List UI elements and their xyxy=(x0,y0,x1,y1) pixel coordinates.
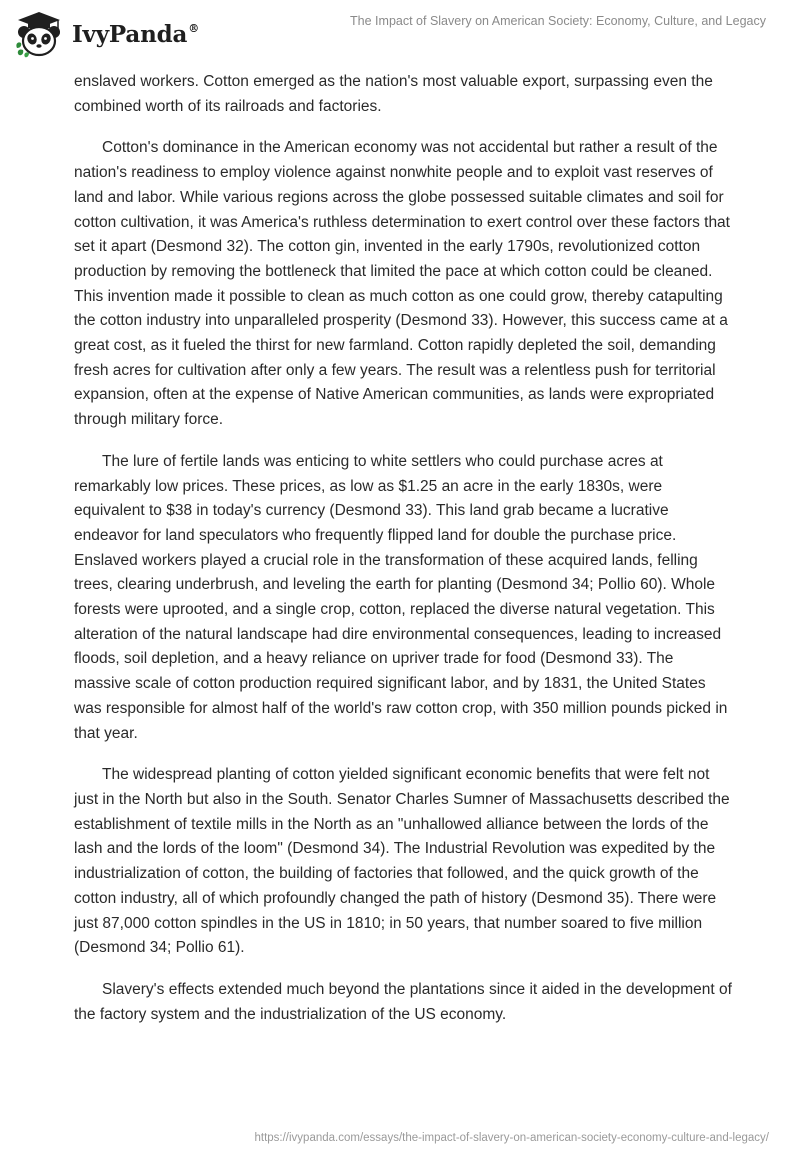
paragraph: The lure of fertile lands was enticing to white settlers who could purchase acres at remarkably low prices. These prices, as low as $1.25 an acre in the early 1830s, were equivalent to $38 in today's currency (Desmond 33). This land grab became a lucrative endeavor for land speculators who frequently flipped land for double the purchase price. Enslaved workers played a crucial role in the transformation of these acquired lands, felling trees, clearing underbrush, and leveling the earth for planting (Desmond 34; Pollio 60). Whole forests were uprooted, and a single crop, cotton, replaced the diverse natural vegetation. This alteration of the natural landscape had dire environmental consequences, leading to increased floods, soil depletion, and a heavy reliance on upriver trade for food (Desmond 33). The massive scale of cotton production required significant labor, and by 1831, the United States was responsible for almost half of the world's raw cotton crop, with 350 million pounds picked in that year. xyxy=(74,452,728,742)
page-header xyxy=(0,0,800,68)
paragraph: Cotton's dominance in the American economy was not accidental but rather a result of the nation's readiness to employ violence against nonwhite people and to exploit vast reserves of land and labor. While various regions across the globe possessed suitable climates and soil for cotton cultivation, it was America's ruthless determination to exert control over these factors that set it apart (Desmond 32). The cotton gin, invented in the early 1790s, revolutionized cotton production by removing the bottleneck that limited the pace at which cotton could be cleaned. This invention made it possible to clean as much cotton as one could grow, thereby catapulting the cotton industry into unparalleled prosperity (Desmond 33). However, this success came at a great cost, as it fueled the thirst for new farmland. Cotton rapidly depleted the soil, demanding fresh acres for cultivation after only a few years. The result was a relentless push for territorial expansion, often at the expense of Native American communities, as lands were expropriated through military force. xyxy=(74,139,730,429)
paragraph: Slavery's effects extended much beyond the plantations since it aided in the development of the factory system and the industrialization of the US economy. xyxy=(74,980,732,1023)
paragraph-continued: enslaved workers. Cotton emerged as the nation's most valuable export, surpassing even the combined worth of its railroads and factories. xyxy=(74,73,713,115)
registered-mark: ® xyxy=(188,21,199,35)
ivypanda-logo[interactable] xyxy=(14,10,199,58)
document-title: The Impact of Slavery on American Society: Economy, Culture, and Legacy xyxy=(350,14,766,28)
brand-name-text: IvyPanda xyxy=(72,20,188,48)
panda-graduate-icon xyxy=(14,10,64,58)
essay-body xyxy=(74,70,734,1044)
brand-name xyxy=(72,21,199,48)
source-url[interactable]: https://ivypanda.com/essays/the-impact-of-slavery-on-american-society-economy-culture-and-legacy/ xyxy=(254,1132,769,1144)
paragraph: The widespread planting of cotton yielded significant economic benefits that were felt not just in the North but also in the South. Senator Charles Sumner of Massachusetts described the establishment of textile mills in the North as an "unhallowed alliance between the lords of the lash and the lords of the loom" (Desmond 34). The Industrial Revolution was expedited by the industrialization of cotton, the building of factories that followed, and the quick growth of the cotton industry, all of which profoundly changed the path of history (Desmond 35). There were just 87,000 cotton spindles in the US in 1810; in 50 years, that number soared to five million (Desmond 34; Pollio 61). xyxy=(74,766,730,957)
